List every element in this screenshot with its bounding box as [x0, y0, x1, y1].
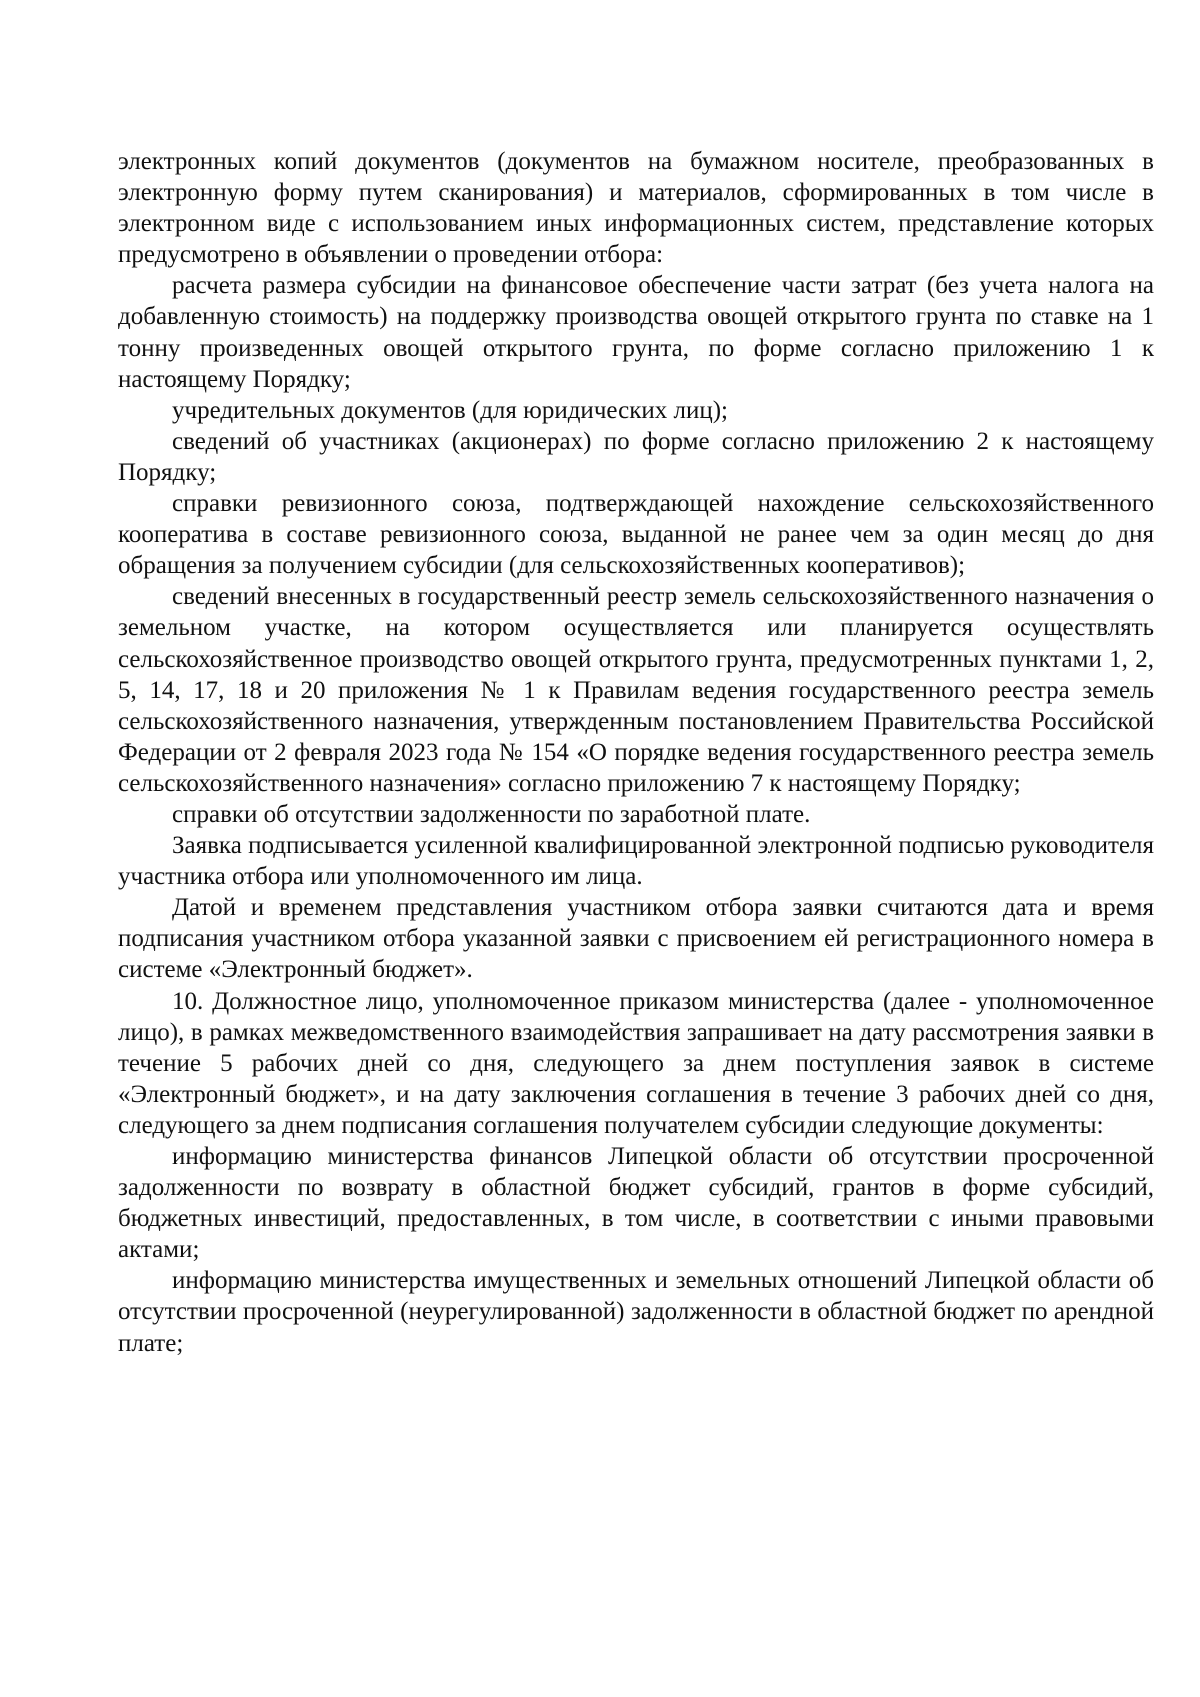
paragraph-finance-ministry-info: информацию министерства финансов Липецкой области об отсутствии просроченной задолженности по возврату в областной бюджет субсидий, грантов в форме субсидий, бюджетных инвестиций, предоставленных, в том числе, в соответствии с иными правовыми актами; — [118, 1143, 1154, 1264]
paragraph-land-registry-info: сведений внесенных в государственный реестр земель сельскохозяйственного назначения о земельном участке, на котором осуществляется или планируется осуществлять сельскохозяйственное производство овощей открытого грунта, предусмотренных пунктами 1, 2, 5, 14, 17, 18 и 20 приложения № 1 к Правилам ведения государственного реестра земель сельскохозяйственного назначения, утвержденным постановлением Правительства Российской Федерации от 2 февраля 2023 года № 154 «О порядке ведения государственного реестра земель сельскохозяйственного назначения» согласно приложению 7 к настоящему Порядку; — [118, 583, 1154, 797]
paragraph-section-10: 10. Должностное лицо, уполномоченное приказом министерства (далее - уполномоченное лицо), в рамках межведомственного взаимодействия запрашивает на дату рассмотрения заявки в течение 5 рабочих дней со дня, следующего за днем поступления заявок в системе «Электронный бюджет», и на дату заключения соглашения в течение 3 рабочих дней со дня, следующего за днем подписания соглашения получателем субсидии следующие документы: — [118, 987, 1154, 1139]
paragraph-wage-debt-certificate: справки об отсутствии задолженности по заработной плате. — [172, 800, 811, 828]
paragraph-submission-date: Датой и временем представления участником отбора заявки считаются дата и время подписания участником отбора указанной заявки с присвоением ей регистрационного номера в системе «Электронный бюджет». — [118, 894, 1154, 984]
document-page — [118, 146, 1154, 1359]
paragraph-founding-documents: учредительных документов (для юридических лиц); — [172, 396, 728, 424]
paragraph-property-ministry-info: информацию министерства имущественных и земельных отношений Липецкой области об отсутствии просроченной (неурегулированной) задолженности в областной бюджет по арендной плате; — [118, 1267, 1154, 1357]
paragraph-electronic-copies: электронных копий документов (документов на бумажном носителе, преобразованных в электронную форму путем сканирования) и материалов, сформированных в том числе в электронном виде с использованием иных информационных систем, представление которых предусмотрено в объявлении о проведении отбора: — [118, 148, 1154, 269]
paragraph-subsidy-calculation: расчета размера субсидии на финансовое обеспечение части затрат (без учета налога на добавленную стоимость) на поддержку производства овощей открытого грунта по ставке на 1 тонну произведенных овощей открытого грунта, по форме согласно приложению 1 к настоящему Порядку; — [118, 272, 1154, 393]
paragraph-shareholders-info: сведений об участниках (акционерах) по форме согласно приложению 2 к настоящему Порядку; — [118, 427, 1154, 486]
paragraph-audit-union-certificate: справки ревизионного союза, подтверждающей нахождение сельскохозяйственного кооператива в составе ревизионного союза, выданной не ранее чем за один месяц до дня обращения за получением субсидии (для сельскохозяйственных кооперативов); — [118, 490, 1154, 580]
paragraph-application-signature: Заявка подписывается усиленной квалифицированной электронной подписью руководителя участника отбора или уполномоченного им лица. — [118, 832, 1154, 891]
